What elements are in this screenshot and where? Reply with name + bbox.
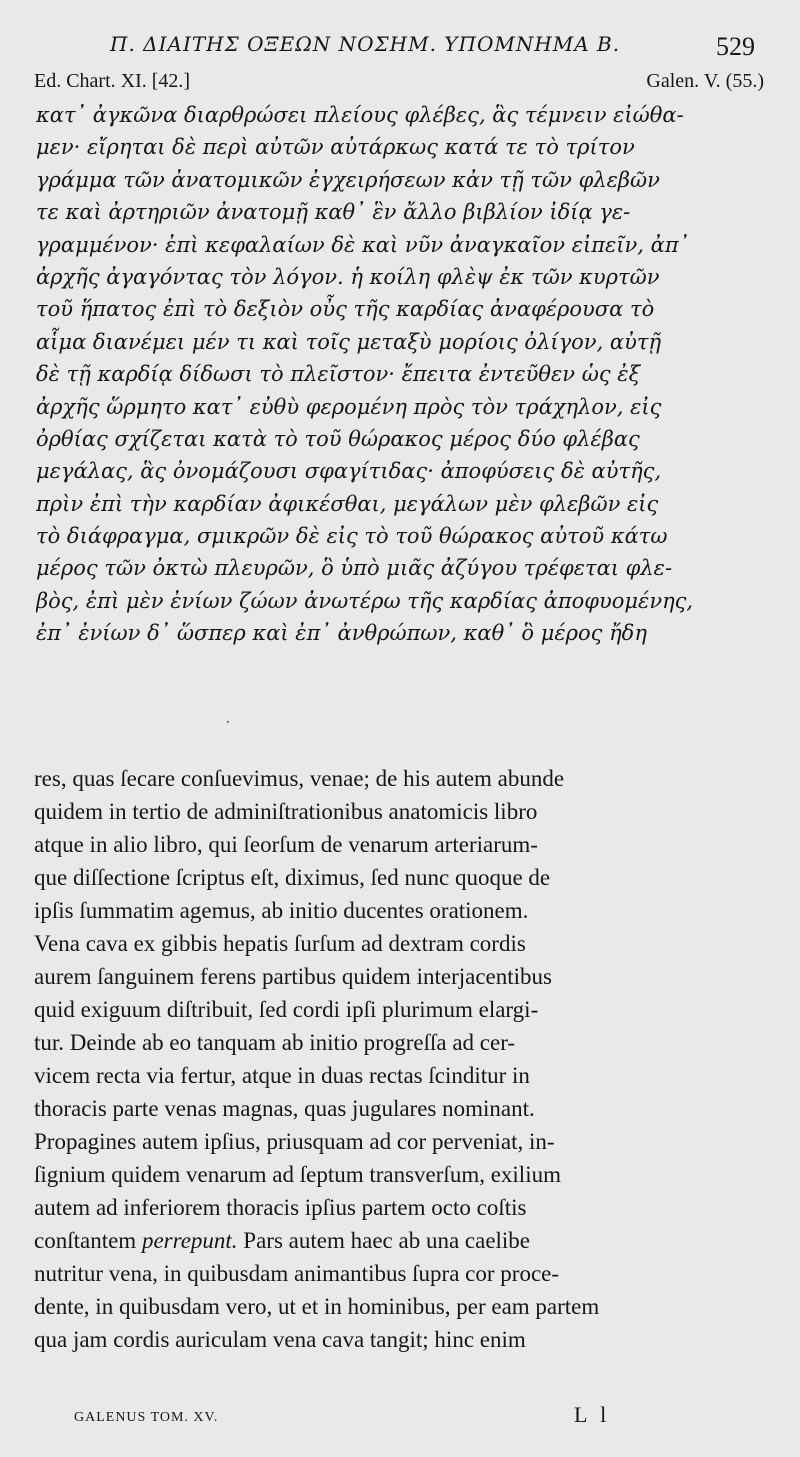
latin-line: nutritur vena, in quibusdam animantibus ſupra cor proce- (34, 1261, 560, 1286)
greek-line: τε καὶ ἀρτηριῶν ἀνατομῇ καθ᾽ ἓν ἄλλο βιβλίον ἰδίᾳ γε- (36, 200, 631, 225)
greek-line: ὀρθίας σχίζεται κατὰ τὸ τοῦ θώρακος μέρος δύο φλέβας (36, 426, 640, 451)
greek-line: δὲ τῇ καρδίᾳ δίδωσι τὸ πλεῖστον· ἔπειτα ἐντεῦθεν ὡς ἐξ (36, 362, 641, 387)
latin-line: aurem ſanguinem ferens partibus quidem interjacentibus (34, 964, 552, 989)
greek-line: μεγάλας, ἃς ὀνομάζουσι σφαγίτιδας· ἀποφύσεις δὲ αὐτῆς, (36, 459, 662, 484)
greek-line: ἐπ᾽ ἐνίων δ᾽ ὥσπερ καὶ ἐπ᾽ ἀνθρώπων, καθ᾽ ὃ μέρος ἤδη (36, 621, 647, 646)
latin-text-block (34, 762, 764, 1356)
greek-line: μεν· εἴρηται δὲ περὶ αὐτῶν αὐτάρκως κατά τε τὸ τρίτον (36, 135, 635, 160)
latin-line: vicem recta via fertur, atque in duas rectas ſcinditur in (34, 1063, 530, 1088)
latin-line: quidem in tertio de adminiſtrationibus anatomicis libro (34, 799, 538, 824)
latin-line-lead: conſtantem (34, 1228, 142, 1253)
greek-line: τὸ διάφραγμα, σμικρῶν δὲ εἰς τὸ τοῦ θώρακος αὐτοῦ κάτω (36, 524, 668, 549)
page-number: 529 (716, 32, 755, 61)
greek-line: τοῦ ἥπατος ἐπὶ τὸ δεξιὸν οὖς τῆς καρδίας ἀναφέρουσα τὸ (36, 297, 655, 322)
printer-signature-mark: L l (574, 1402, 611, 1427)
latin-line: Vena cava ex gibbis hepatis ſurſum ad dextram cordis (34, 931, 526, 956)
edition-chartier-reference: Ed. Chart. XI. [42.] (34, 70, 191, 92)
latin-line: ipſis ſummatim agemus, ab initio ducentes orationem. (34, 898, 529, 923)
latin-line: ſignium quidem venarum ad ſeptum transverſum, exilium (34, 1162, 561, 1187)
page-footer (74, 1402, 634, 1430)
edition-galen-reference: Galen. V. (55.) (646, 70, 764, 92)
latin-line: quid exiguum diſtribuit, ſed cordi ipſi plurimum elargi- (34, 997, 539, 1022)
latin-line-mixed (34, 1224, 764, 1257)
greek-line: ἀρχῆς ὥρμητο κατ᾽ εὐθὺ φερομένη πρὸς τὸν τράχηλον, εἰς (36, 394, 662, 419)
greek-line: αἷμα διανέμει μέν τι καὶ τοῖς μεταξὺ μορίοις ὀλίγον, αὐτῇ (36, 329, 662, 354)
edition-reference-line (34, 70, 764, 96)
greek-line: κατ᾽ ἀγκῶνα διαρθρώσει πλείους φλέβες, ἃς τέμνειν εἰώθα- (36, 103, 684, 127)
latin-line: dente, in quibusdam vero, ut et in hominibus, per eam partem (34, 1294, 600, 1319)
latin-line-italic-word: perrepunt. (141, 1228, 238, 1253)
latin-line: tur. Deinde ab eo tanquam ab initio progreſſa ad cer- (34, 1030, 516, 1055)
latin-line: Propagines autem ipſius, priusquam ad cor perveniat, in- (34, 1129, 555, 1154)
latin-line: atque in alio libro, qui ſeorſum de venarum arteriarum- (34, 832, 538, 857)
greek-line: βὸς, ἐπὶ μὲν ἐνίων ζώων ἀνωτέρω τῆς καρδίας ἀποφυομένης, (36, 588, 694, 613)
greek-line: μέρος τῶν ὀκτὼ πλευρῶν, ὃ ὑπὸ μιᾶς ἀζύγου τρέφεται φλε- (36, 556, 673, 581)
latin-line: thoracis parte venas magnas, quas jugulares nominant. (34, 1096, 535, 1121)
latin-line: autem ad inferiorem thoracis ipſius partem octo coſtis (34, 1195, 527, 1220)
greek-line: γράμμα τῶν ἀνατομικῶν ἐγχειρήσεων κἀν τῇ τῶν φλεβῶν (36, 167, 660, 192)
footer-volume-label: GALENUS TOM. XV. (74, 1410, 219, 1425)
latin-line-tail: Pars autem haec ab una caelibe (237, 1228, 531, 1253)
latin-line: que diſſectione ſcriptus eſt, diximus, ſed nunc quoque de (34, 865, 551, 890)
running-title: Π. ΔΙΑΙΤΗΣ ΟΞΕΩΝ ΝΟΣΗΜ. ΥΠΟΜΝΗΜΑ Β. (110, 32, 621, 56)
greek-line: πρὶν ἐπὶ τὴν καρδίαν ἀφικέσθαι, μεγάλων μὲν φλεβῶν εἰς (36, 491, 659, 516)
greek-line: ἀρχῆς ἀγαγόντας τὸν λόγον. ἡ κοίλη φλὲψ ἐκ τῶν κυρτῶν (36, 264, 660, 289)
greek-line: γραμμένον· ἐπὶ κεφαλαίων δὲ καὶ νῦν ἀναγκαῖον εἰπεῖν, ἀπ᾽ (36, 232, 690, 257)
section-separator-mark: · (225, 712, 231, 733)
running-head (0, 28, 800, 68)
latin-line: res, quas ſecare conſuevimus, venae; de his autem abunde (34, 766, 565, 791)
greek-text-block (36, 99, 766, 650)
latin-line: qua jam cordis auriculam vena cava tangit; hinc enim (34, 1327, 526, 1352)
